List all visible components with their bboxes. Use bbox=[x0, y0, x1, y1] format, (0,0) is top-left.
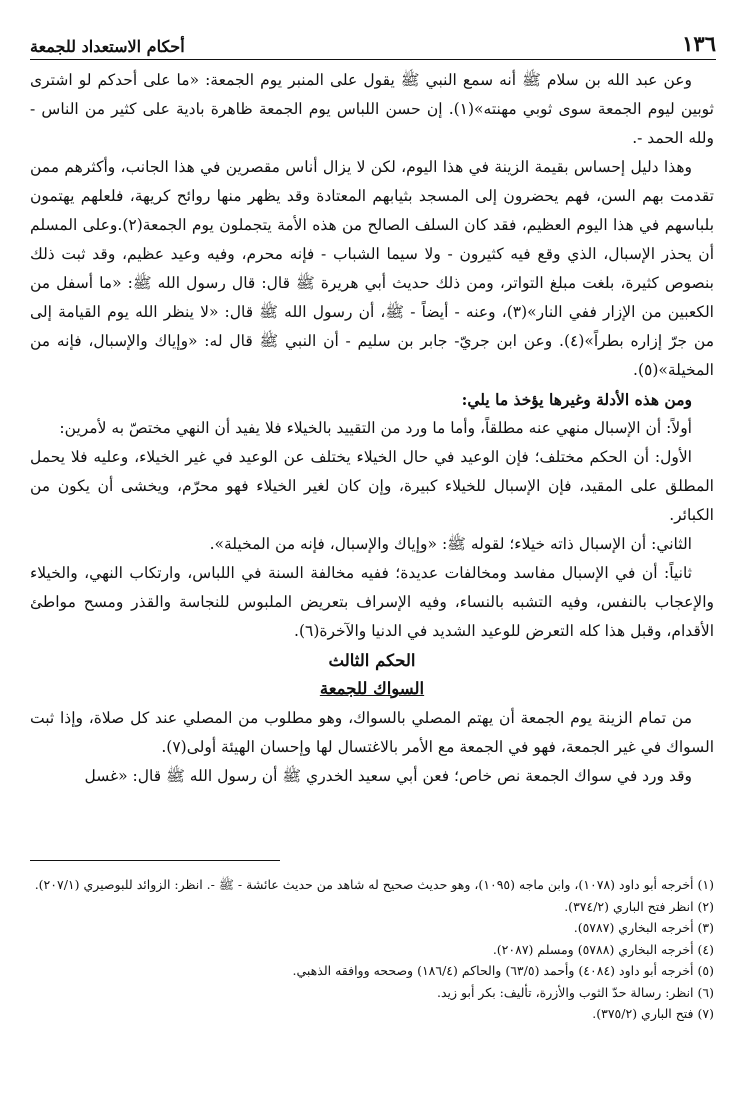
footnotes bbox=[30, 874, 714, 1025]
footnote: (٧) فتح الباري (٣٧٥/٢). bbox=[592, 1006, 714, 1021]
point-two: ثانياً: أن في الإسبال مفاسد ومخالفات عديدة؛ ففيه مخالفة السنة في اللباس، وارتكاب النهي، والخيلاء والإعجاب بالنفس، وفيه التشبه بالنساء، وفيه الإسراف بتعريض الملبوس للنجاسة والقذر ومسح مواطئ الأقدام، وقبل هذا كله التعرض للوعيد الشديد في الدنيا والآخرة(٦). bbox=[30, 564, 714, 640]
section-title: الحكم الثالث bbox=[328, 651, 416, 670]
footnote: (١) أخرجه أبو داود (١٠٧٨)، وابن ماجه (١٠٩٥)، وهو حديث صحيح له شاهد من حديث عائشة - ﷺ -. انظر: الزوائد للبوصيري (٢٠٧/١). bbox=[34, 877, 714, 892]
running-header bbox=[30, 28, 716, 60]
main-text bbox=[30, 66, 714, 791]
paragraph: وقد ورد في سواك الجمعة نص خاص؛ فعن أبي سعيد الخدري ﷺ أن رسول الله ﷺ قال: «غسل bbox=[84, 767, 692, 785]
paragraph: وهذا دليل إحساس بقيمة الزينة في هذا اليوم، لكن لا يزال أناس مقصرين في هذا الجانب، وأكثرهم ممن تقدمت بهم السن، فهم يحضرون إلى المسجد بثيابهم المعتادة وقد يظهر منها روائح كريهة، فلعلهم يهتمون بلباسهم في هذا اليوم العظيم، فقد كان السلف الصالح من هذه الأمة يتجملون يوم الجمعة(٢).وعلى المسلم أن يحذر الإسبال، الذي وقع فيه كثيرون - ولا سيما الشباب - فإنه محرم، وفيه وعيد عظيم، وقد ثبت ذلك بنصوص كثيرة، بلغت مبلغ التواتر، ومن ذلك حديث أبي هريرة ﷺ قال: قال رسول الله ﷺ: «ما أسفل من الكعبين من الإزار ففي النار»(٣)، وعنه - أيضاً - ﷺ، أن رسول الله ﷺ قال: «لا ينظر الله يوم القيامة إلى من جرّ إزاره بطراً»(٤). وعن ابن جريّ- جابر بن سليم - أن النبي ﷺ قال له: «وإياك والإسبال، فإنه من المخيلة»(٥). bbox=[30, 158, 715, 379]
lead-line: ومن هذه الأدلة وغيرها يؤخذ ما يلي: bbox=[461, 390, 692, 409]
footnote: (٦) انظر: رسالة حدّ الثوب والأزرة، تأليف: بكر أبو زيد. bbox=[436, 984, 714, 1000]
reason-one: الأول: أن الحكم مختلف؛ فإن الوعيد في حال الخيلاء يختلف عن الوعيد في غير الخيلاء، وعليه فلا يحمل المطلق على المقيد، فإن الإسبال للخيلاء كبيرة، وإن كان لغير الخيلاء فهو محرّم، ويخشى أن يكون من الكبائر. bbox=[30, 448, 714, 524]
footnote: (٢) انظر فتح الباري (٣٧٤/٢). bbox=[564, 898, 714, 914]
footnote: (٣) أخرجه البخاري (٥٧٨٧). bbox=[573, 920, 714, 935]
running-title: أحكام الاستعداد للجمعة bbox=[30, 37, 185, 56]
footnote: (٤) أخرجه البخاري (٥٧٨٨) ومسلم (٢٠٨٧). bbox=[492, 941, 714, 957]
paragraph: وعن عبد الله بن سلام ﷺ أنه سمع النبي ﷺ يقول على المنبر يوم الجمعة: «ما على أحدكم لو اشترى ثوبين ليوم الجمعة سوى ثوبي مهنته»(١). إن حسن اللباس يوم الجمعة ظاهرة بادية على كثير من الناس - ولله الحمد -. bbox=[30, 71, 715, 147]
paragraph: من تمام الزينة يوم الجمعة أن يهتم المصلي بالسواك، وهو مطلوب من المصلي عند كل صلاة، وإذا ثبت السواك في غير الجمعة، فهو في الجمعة مع الأمر بالاغتسال لها وإحسان الهيئة أولى(٧). bbox=[30, 709, 714, 756]
reason-two: الثاني: أن الإسبال ذاته خيلاء؛ لقوله ﷺ: «وإياك والإسبال، فإنه من المخيلة». bbox=[209, 535, 692, 553]
footnote-divider bbox=[30, 860, 280, 861]
point-one: أولاً: أن الإسبال منهي عنه مطلقاً، وأما ما ورد من التقييد بالخيلاء فلا يفيد أن النهي مختصّ به لأمرين: bbox=[59, 419, 692, 437]
footnote: (٥) أخرجه أبو داود (٤٠٨٤) وأحمد (٦٣/٥) والحاكم (١٨٦/٤) وصححه ووافقه الذهبي. bbox=[292, 963, 714, 978]
page-number: ١٣٦ bbox=[682, 31, 716, 56]
section-subtitle: السواك للجمعة bbox=[319, 679, 425, 698]
